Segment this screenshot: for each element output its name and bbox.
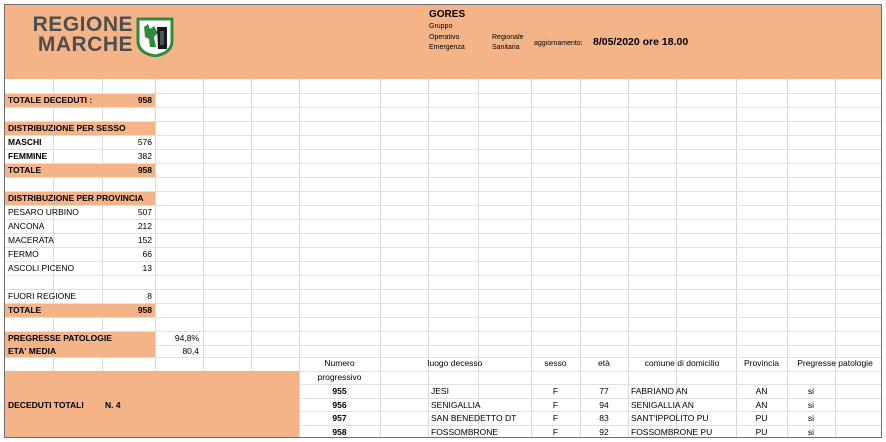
header-luogo-decesso: luogo decesso [427, 358, 483, 368]
deceduti-totali-count: N. 4 [105, 400, 121, 410]
row-luogo: JESI [431, 386, 449, 396]
row-luogo: SENIGALLIA [431, 400, 481, 410]
row-patologie: si [807, 400, 815, 410]
sesso-row-value: 382 [137, 151, 152, 161]
row-eta: 77 [599, 386, 609, 396]
row-comune: SENIGALLIA AN [631, 400, 694, 410]
update-value: 8/05/2020 ore 18.00 [593, 36, 689, 48]
row-eta: 94 [599, 400, 609, 410]
provincia-row-value: 212 [137, 221, 152, 231]
provincia-row-label: PESARO URBINO [8, 207, 79, 217]
sesso-row-label: FEMMINE [8, 151, 48, 161]
provincia-row-label: ASCOLI PICENO [8, 263, 75, 273]
row-eta: 83 [599, 413, 609, 423]
provincia-row-label: ANCONA [8, 221, 45, 231]
gores-line-2: Operativo [429, 34, 460, 41]
provincia-row-label: FERMO [8, 249, 39, 259]
sesso-heading: DISTRIBUZIONE PER SESSO [8, 123, 126, 133]
provincia-heading: DISTRIBUZIONE PER PROVINCIA [8, 193, 144, 203]
gores-line-1: Gruppo [429, 23, 453, 30]
logo-line-2: MARCHE [37, 33, 133, 56]
row-patologie: si [807, 386, 815, 396]
totale-deceduti-value: 958 [137, 95, 152, 105]
provincia-total-value: 958 [137, 305, 152, 315]
row-sesso: F [552, 427, 559, 437]
totale-deceduti-label: TOTALE DECEDUTI : [8, 95, 93, 105]
row-luogo: SAN BENEDETTO DT [431, 413, 517, 423]
row-numero: 958 [332, 427, 347, 437]
sesso-total-label: TOTALE [8, 165, 42, 175]
row-luogo: FOSSOMBRONE [431, 427, 499, 437]
grid-line [5, 107, 881, 108]
row-numero: 957 [332, 413, 347, 423]
provincia-row-value: 152 [137, 235, 152, 245]
grid-line [5, 317, 881, 318]
fuori-regione-value: 8 [147, 291, 152, 301]
deceduti-totali-label: DECEDUTI TOTALI [8, 400, 84, 410]
provincia-row-value: 66 [142, 249, 152, 259]
row-patologie: si [807, 427, 815, 437]
spreadsheet [4, 4, 882, 438]
eta-media-value: 80,4 [182, 346, 199, 356]
row-provincia: PU [755, 413, 768, 423]
eta-media-label: ETA' MEDIA [8, 346, 57, 356]
provincia-row-label: MACERATA [8, 235, 54, 245]
logo-text [25, 15, 133, 55]
row-eta: 92 [599, 427, 609, 437]
header-sesso: sesso [544, 358, 567, 368]
row-sesso: F [552, 413, 559, 423]
fuori-regione-label: FUORI REGIONE [8, 291, 77, 301]
header-progressivo: progressivo [317, 372, 362, 382]
row-numero: 956 [332, 400, 347, 410]
provincia-total-label: TOTALE [8, 305, 42, 315]
row-numero: 955 [332, 386, 347, 396]
patologie-label: PREGRESSE PATOLOGIE [8, 333, 112, 343]
header-eta: età [598, 358, 610, 368]
grid-line [5, 275, 881, 276]
row-patologie: si [807, 413, 815, 423]
gores-line-3: Emergenza [429, 44, 465, 51]
header-comune: comune di domicilio [644, 358, 720, 368]
sesso-row-value: 576 [137, 137, 152, 147]
row-comune: FOSSOMBRONE PU [631, 427, 713, 437]
update-label: aggiornamento: [534, 40, 583, 47]
row-provincia: AN [755, 386, 768, 396]
grid-line [5, 177, 881, 178]
provincia-row-value: 507 [137, 207, 152, 217]
header-provincia: Provincia [744, 358, 779, 368]
row-provincia: AN [755, 400, 768, 410]
header-band [5, 5, 881, 79]
header-numero: Numero [324, 358, 355, 368]
gores-line-5: Sanitaria [492, 44, 520, 51]
gores-line-4: Regionale [492, 34, 524, 41]
row-comune: SANT'IPPOLITO PU [631, 413, 709, 423]
patologie-value: 94,8% [174, 333, 199, 343]
sesso-total-value: 958 [137, 165, 152, 175]
provincia-row-value: 13 [142, 263, 152, 273]
gores-title: GORES [429, 9, 466, 20]
header-pregresse-patologie: Pregresse patologie [797, 358, 873, 368]
sesso-row-label: MASCHI [8, 137, 42, 147]
row-provincia: PU [755, 427, 768, 437]
shield-emblem-icon [136, 17, 174, 57]
logo-line-1: REGIONE [32, 13, 133, 36]
row-sesso: F [552, 400, 559, 410]
row-sesso: F [552, 386, 559, 396]
row-comune: FABRIANO AN [631, 386, 688, 396]
